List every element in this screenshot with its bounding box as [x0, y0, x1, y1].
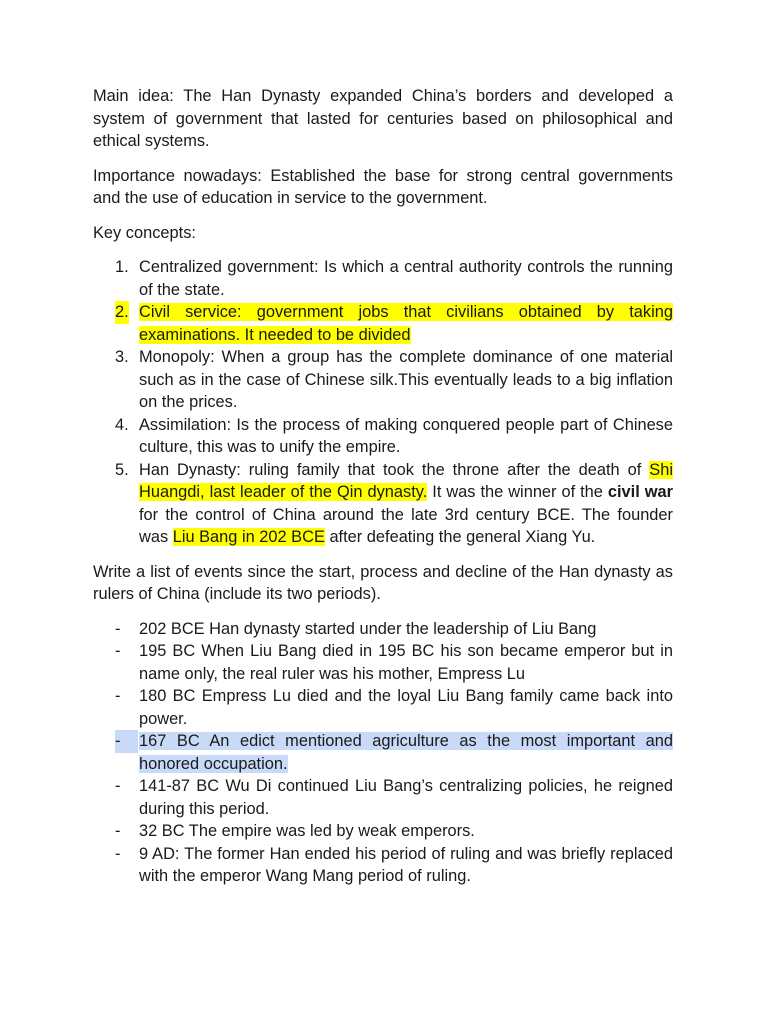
event-text: 202 BCE Han dynasty started under the leadership of Liu Bang: [139, 619, 597, 638]
key-concepts-heading: Key concepts:: [93, 223, 196, 242]
list-dash: -: [115, 619, 121, 638]
list-item: [93, 414, 673, 459]
events-list: [93, 618, 673, 888]
list-item-highlighted: [93, 730, 673, 775]
event-text: 9 AD: The former Han ended his period of ruling and was briefly replaced with the emperor Wang Mang period of ruling.: [139, 844, 673, 885]
list-dash: -: [115, 822, 121, 840]
concept-text: Assimilation: Is the process of making conquered people part of Chinese culture, this was to unify the empire.: [139, 415, 673, 456]
event-text: 141-87 BC Wu Di continued Liu Bang’s centralizing policies, he reigned during this period.: [139, 777, 673, 818]
concept-text-e: for the control of China around the late 3rd century BCE. The founder was: [139, 505, 673, 546]
list-number: 4.: [115, 415, 129, 434]
list-item: [93, 843, 673, 888]
concept-text-a: Han Dynasty: ruling family that took the throne after the death of: [139, 460, 650, 479]
list-dash: -: [115, 730, 138, 753]
list-number: 2.: [115, 301, 129, 324]
list-item: [93, 685, 673, 730]
list-dash: -: [115, 642, 121, 660]
event-text-highlighted: 167 BC An edict mentioned agriculture as the most important and honored occupation.: [139, 732, 673, 773]
concept-text-c: It was the winner of the: [427, 483, 608, 501]
concept-text: Centralized government: Is which a central authority controls the running of the state.: [139, 258, 673, 299]
list-item: [93, 346, 673, 414]
list-dash: -: [115, 687, 121, 705]
list-item: [93, 775, 673, 820]
list-item: [93, 301, 673, 346]
list-item: [93, 820, 673, 843]
list-item: [93, 618, 673, 641]
concept-text-g: after defeating the general Xiang Yu.: [324, 528, 596, 546]
document-page: [93, 85, 673, 888]
importance-paragraph: Importance nowadays: Established the base for strong central governments and the use of education in service to the government.: [93, 166, 673, 207]
main-idea-paragraph: Main idea: The Han Dynasty expanded China’s borders and developed a system of government that lasted for centuries based on philosophical and ethical systems.: [93, 87, 673, 150]
concept-text-highlight-qin: Shi Huangdi, last leader of the Qin dynasty.: [139, 460, 673, 501]
list-dash: -: [115, 844, 121, 863]
concept-text-highlight-liu-bang: Liu Bang in 202 BCE: [172, 528, 325, 546]
list-number: 1.: [115, 258, 129, 276]
list-item: [93, 459, 673, 549]
key-concepts-list: [93, 256, 673, 549]
event-text: 180 BC Empress Lu died and the loyal Liu Bang family came back into power.: [139, 687, 673, 728]
list-dash: -: [115, 777, 121, 795]
list-item: [93, 256, 673, 301]
events-prompt-paragraph: Write a list of events since the start, process and decline of the Han dynasty as rulers of China (include its two periods).: [93, 562, 673, 603]
event-text: 195 BC When Liu Bang died in 195 BC his son became emperor but in name only, the real ruler was his mother, Empress Lu: [139, 642, 673, 683]
concept-text-highlighted: Civil service: government jobs that civilians obtained by taking examinations. It needed to be divided: [139, 303, 673, 344]
list-item: [93, 640, 673, 685]
concept-text-civil-war: civil war: [607, 483, 673, 501]
concept-text: Monopoly: When a group has the complete dominance of one material such as in the case of Chinese silk.This eventually leads to a big inflation on the prices.: [139, 348, 673, 411]
event-text: 32 BC The empire was led by weak emperors.: [139, 822, 475, 840]
list-number: 5.: [115, 460, 129, 479]
list-number: 3.: [115, 348, 129, 366]
